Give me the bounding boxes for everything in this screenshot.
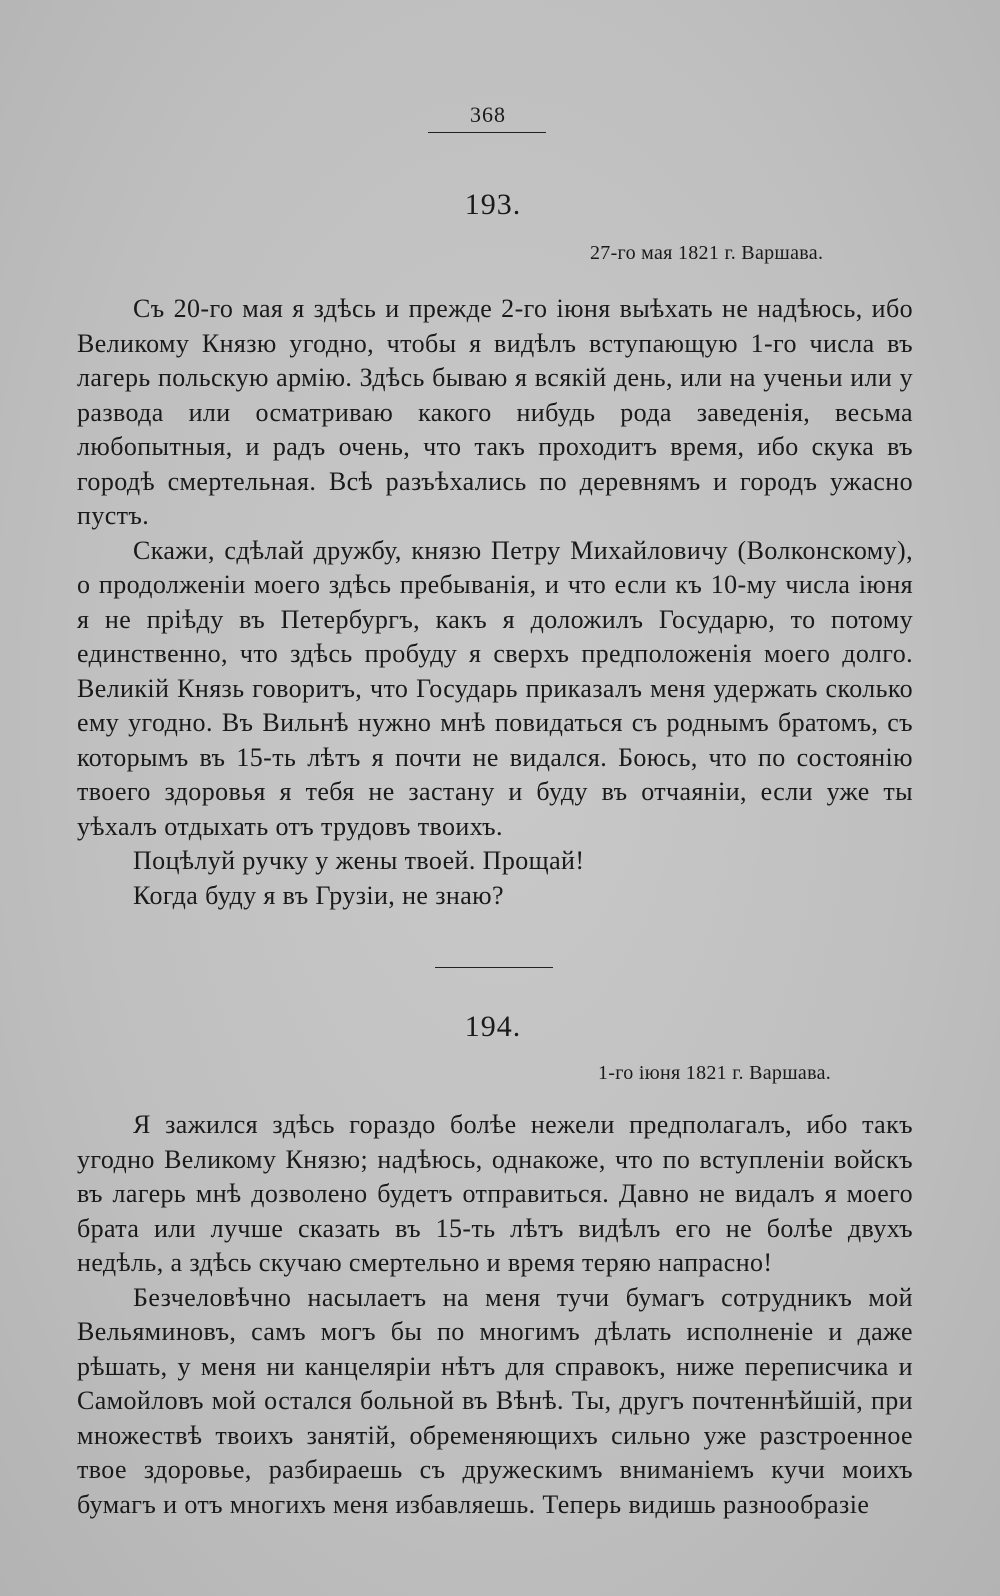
letter-dateline-194: 1-го іюня 1821 г. Варшава. xyxy=(598,1062,832,1084)
letter-body-193 xyxy=(77,292,913,913)
letter-body-194 xyxy=(77,1108,913,1522)
section-divider xyxy=(435,967,553,968)
letter-number-193: 193. xyxy=(464,188,522,221)
paragraph: Когда буду я въ Грузіи, не знаю? xyxy=(133,880,504,910)
page-number: 368 xyxy=(470,102,506,127)
page-number-rule xyxy=(428,132,546,133)
paragraph: Поцѣлуй ручку у жены твоей. Прощай! xyxy=(133,846,585,875)
paragraph: Я зажился здѣсь гораздо болѣе нежели предполагалъ, ибо такъ угодно Великому Князю; надѣюсь, однакоже, что по вступленіи войскъ въ лагерь мнѣ дозволено будетъ отправиться. Давно не видалъ я моего брата или лучше сказать въ 15-ть лѣтъ видѣлъ его не болѣе двухъ недѣль, а здѣсь скучаю смертельно и время теряю напрасно! xyxy=(77,1110,913,1277)
paragraph: Скажи, сдѣлай дружбу, князю Петру Михайловичу (Волконскому), о продолженіи моего здѣсь пребыванія, и что если къ 10-му числа іюня я не пріѣду въ Петербургъ, какъ я доложилъ Государю, то потому единственно, что здѣсь пробуду я сверхъ предположенія моего долго. Великій Князь говоритъ, что Государь приказалъ меня удержать сколько ему угодно. Въ Вильнѣ нужно мнѣ повидаться съ роднымъ братомъ, съ которымъ въ 15-ть лѣтъ я почти не видался. Боюсь, что по состоянію твоего здоровья я тебя не застану и буду въ отчаяніи, если уже ты уѣхалъ отдыхать отъ трудовъ твоихъ. xyxy=(77,535,913,841)
letter-dateline-193: 27-го мая 1821 г. Варшава. xyxy=(590,242,824,264)
letter-number-194: 194. xyxy=(464,1010,522,1043)
paragraph: Безчеловѣчно насылаетъ на меня тучи бумагъ сотрудникъ мой Вельяминовъ, самъ могъ бы по многимъ дѣлать исполненіе и даже рѣшать, у меня ни канцеляріи нѣтъ для справокъ, ниже переписчика и Самойловъ мой остался больной въ Вѣнѣ. Ты, другъ почтеннѣйшій, при множествѣ твоихъ занятій, обременяющихъ сильно уже разстроенное твое здоровье, разбираешь съ дружескимъ вниманіемъ кучи моихъ бумагъ и отъ многихъ меня избавляешь. Теперь видишь разнообразіе xyxy=(77,1282,913,1519)
paragraph: Съ 20-го мая я здѣсь и прежде 2-го іюня выѣхать не надѣюсь, ибо Великому Князю угодно, чтобы я видѣлъ вступающую 1-го числа въ лагерь польскую армію. Здѣсь бываю я всякій день, или на ученьи или у развода или осматриваю какого нибудь рода заведенія, весьма любопытныя, и радъ очень, что такъ проходитъ время, ибо скука въ городѣ смертельная. Всѣ разъѣхались по деревнямъ и городъ ужасно пустъ. xyxy=(77,294,913,530)
